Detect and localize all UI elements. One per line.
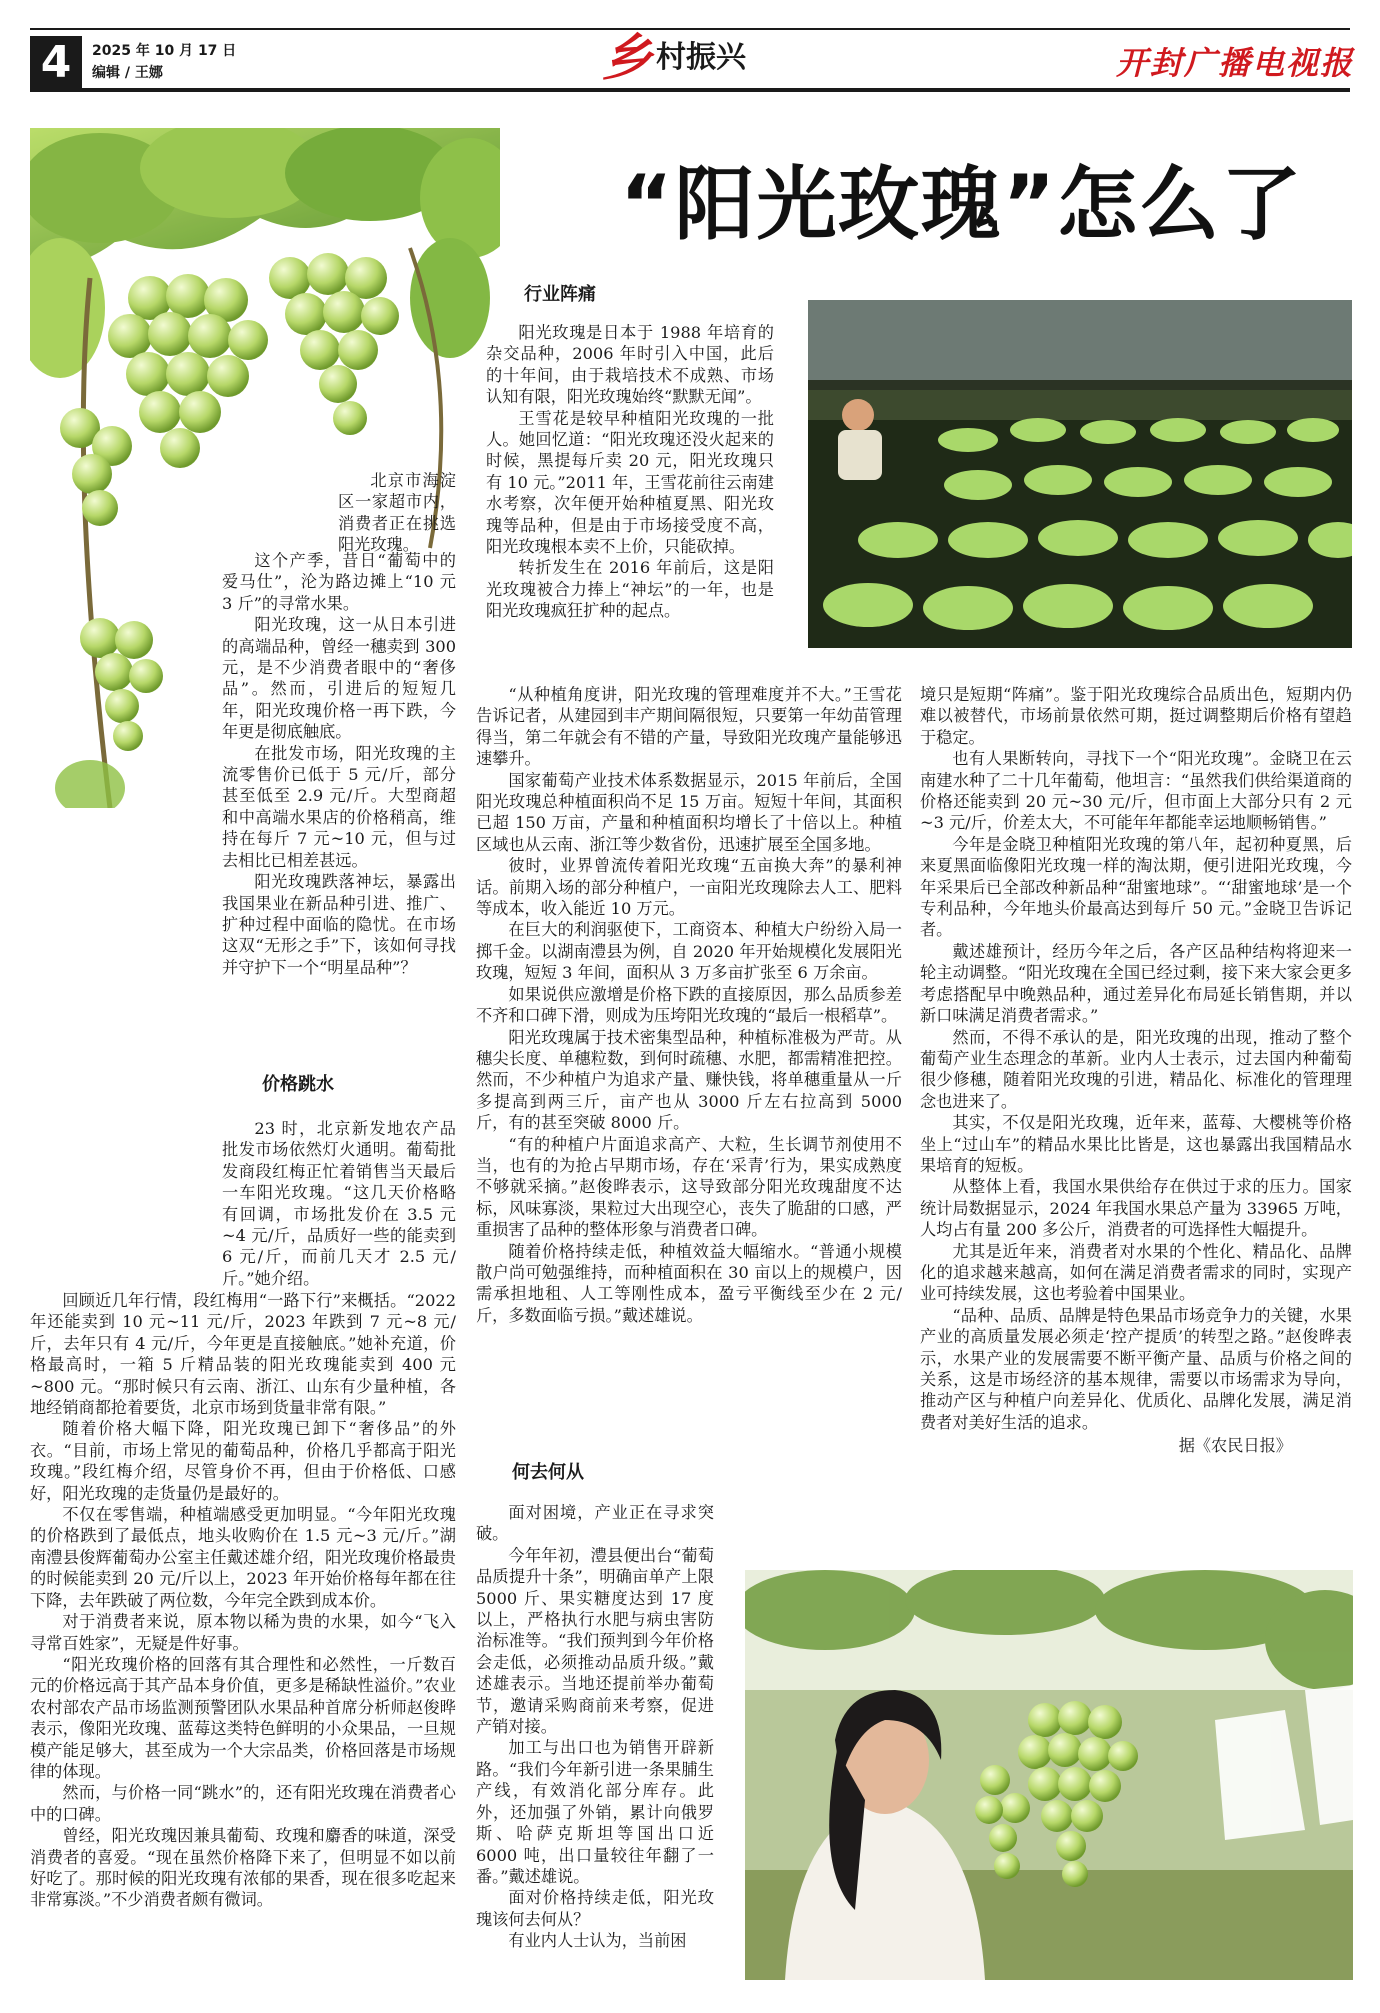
section3-continued-text xyxy=(920,684,1352,1457)
section1-paragraph: 曾经，阳光玫瑰因兼具葡萄、玫瑰和麝香的味道，深受消费者的喜爱。“现在虽然价格降下来了，但明显不如以前好吃了。那时候的阳光玫瑰有浓郁的果香，现在很多吃起来非常寡淡。”不少消费者颇有微词。 xyxy=(30,1826,456,1910)
section3-paragraph: 今年年初，澧县便出台“葡萄品质提升十条”，明确亩单产上限 5000 斤、果实糖度达到 17 度以上，严格执行水肥与病虫害防治标准等。“我们预判到今年价格会走低，必须推动品质升级。”戴述雄表示。当地还提前举办葡萄节，邀请采购商前来考察，促进产销对接。 xyxy=(476,1545,714,1737)
section2-paragraph: 阳光玫瑰是日本于 1988 年培育的杂交品种，2006 年时引入中国，此后的十年间，由于栽培技术不成熟、市场认知有限，阳光玫瑰始终“默默无闻”。 xyxy=(486,323,774,407)
intro-paragraph: 在批发市场，阳光玫瑰的主流零售价已低于 5 元/斤，部分甚至低至 2.9 元/斤。大型商超和中高端水果店的价格稍高，维持在每斤 7 元~10 元，但与过去相比已相差甚远。 xyxy=(222,743,456,870)
intro-text-2 xyxy=(222,550,456,978)
section1-text xyxy=(30,1290,456,1911)
section2-paragraph: 阳光玫瑰属于技术密集型品种，种植标准极为严苛。从穗尖长度、单穗粒数，到何时疏穗、水肥，都需精准把控。然而，不少种植户为追求产量、赚快钱，将单穗重量从一斤多提高到两三斤，亩产也从 3000 斤左右拉高到 5000 斤，有的甚至突破 8000 斤。 xyxy=(476,1027,902,1133)
section3-paragraph: 面对困境，产业正在寻求突破。 xyxy=(476,1503,714,1544)
section2-paragraph: 彼时，业界曾流传着阳光玫瑰“五亩换大奔”的暴利神话。前期入场的部分种植户，一亩阳光玫瑰除去人工、肥料等成本，收入能近 10 万元。 xyxy=(476,856,902,919)
article-title: “阳光玫瑰”怎么了 xyxy=(620,158,1304,251)
grape-bunch-right xyxy=(269,253,399,435)
section3-paragraph: 面对价格持续走低，阳光玫瑰该何去何从？ xyxy=(476,1888,714,1929)
section2-paragraph: “从种植角度讲，阳光玫瑰的管理难度并不大。”王雪花告诉记者，从建园到丰产期间隔很短，只要第一年幼苗管理得当，第二年就会有不错的产量，导致阳光玫瑰产量能够迅速攀升。 xyxy=(476,685,902,769)
section3-paragraph: 加工与出口也为销售开辟新路。“我们今年新引进一条果脯生产线，有效消化部分库存。此外，还加强了外销，累计向俄罗斯、哈萨克斯坦等国出口近 6000 吨，出口量较往年翻了一番。”戴述雄说。 xyxy=(476,1738,714,1886)
section2-paragraph: 转折发生在 2016 年前后，这是阳光玫瑰被合力捧上“神坛”的一年，也是阳光玫瑰疯狂扩种的起点。 xyxy=(486,558,774,621)
issue-date: 2025 年 10 月 17 日 xyxy=(92,43,237,59)
section1-paragraph: “阳光玫瑰价格的回落有其合理性和必然性，一斤数百元的价格远高于其产品本身价值，更多是稀缺性溢价。”农业农村部农产品市场监测预警团队水果品种首席分析师赵俊晔表示，像阳光玫瑰、蓝莓这类特色鲜明的小众果品，一旦规模产能足够大，甚至成为一个大宗品类，价格回落是市场规律的体现。 xyxy=(30,1654,456,1781)
section3-paragraph: 戴述雄预计，经历今年之后，各产区品种结构将迎来一轮主动调整。“阳光玫瑰在全国已经过剩，接下来大家会更多考虑搭配早中晚熟品种，通过差异化布局延长销售期，并以新口味满足消费者需求。” xyxy=(920,941,1352,1026)
section3-text xyxy=(476,1502,714,1952)
section1-paragraph: 回顾近几年行情，段红梅用“一路下行”来概括。“2022 年还能卖到 10 元~11 元/斤，2023 年跌到 7 元~8 元/斤，去年只有 4 元/斤，今年更是直接触底。”她补充道，价格最高时，一箱 5 斤精品装的阳光玫瑰能卖到 400 元~800 元。“那时候只有云南、浙江、山东有少量种植，各地经销商都抢着要货，北京市场到货量非常有限。” xyxy=(30,1291,456,1418)
intro-paragraph: 北京市海淀区一家超市内，消费者正在挑选阳光玫瑰。 xyxy=(338,471,456,555)
section-title-rest: 村振兴 xyxy=(656,40,746,75)
subheading-price-drop: 价格跳水 xyxy=(262,1074,334,1095)
section1-paragraph: 23 时，北京新发地农产品批发市场依然灯火通明。葡萄批发商段红梅正忙着销售当天最后一车阳光玫瑰。“这几天价格略有回调，市场批发价在 3.5 元~4 元/斤，品质好一些的能卖到 6 元/斤，而前几天才 2.5 元/斤。”她介绍。 xyxy=(222,1119,456,1288)
section1-paragraph: 然而，与价格一同“跳水”的，还有阳光玫瑰在消费者心中的口碑。 xyxy=(30,1783,456,1824)
section3-paragraph: 尤其是近年来，消费者对水果的个性化、精品化、品牌化的追求越来越高，如何在满足消费者需求的同时，实现产业可持续发展，这也考验着中国果业。 xyxy=(920,1241,1352,1304)
section3-paragraph: 有业内人士认为，当前困 xyxy=(508,1931,687,1951)
section-title-char: 乡 xyxy=(602,28,652,87)
section1-paragraph: 对于消费者来说，原本物以稀为贵的水果，如今“飞入寻常百姓家”，无疑是件好事。 xyxy=(30,1612,456,1653)
section1-text-top xyxy=(222,1118,456,1289)
section2-text-top xyxy=(486,322,774,622)
header-rule xyxy=(30,88,1350,92)
section2-paragraph: 如果说供应激增是价格下跌的直接原因，那么品质参差不齐和口碑下滑，则成为压垮阳光玫瑰的“最后一根稻草”。 xyxy=(476,984,902,1026)
section2-text xyxy=(476,684,902,1326)
intro-paragraph: 这个产季，昔日“葡萄中的爱马仕”，沦为路边摊上“10 元 3 斤”的寻常水果。 xyxy=(222,551,456,613)
section3-paragraph: 从整体上看，我国水果供给存在供过于求的压力。国家统计局数据显示，2024 年我国水果总产量为 33965 万吨，人均占有量 200 多公斤，消费者的可选择性大幅提升。 xyxy=(920,1177,1352,1240)
section1-paragraph: 随着价格大幅下降，阳光玫瑰已卸下“奢侈品”的外衣。“目前，市场上常见的葡萄品种，价格几乎都高于阳光玫瑰。”段红梅介绍，尽管身价不再，但由于价格低、口感好，阳光玫瑰的走货量仍是最好的。 xyxy=(30,1419,456,1503)
section2-paragraph: 在巨大的利润驱使下，工商资本、种植大户纷纷入局一掷千金。以湖南澧县为例，自 2020 年开始规模化发展阳光玫瑰，短短 3 年间，面积从 3 万多亩扩张至 6 万余亩。 xyxy=(476,920,902,983)
grape-bunch-lower xyxy=(80,618,163,751)
editor-credit: 编辑 / 王娜 xyxy=(92,65,163,81)
masthead-logo: 开封广播电视报 xyxy=(1116,44,1355,82)
section2-paragraph: 王雪花是较早种植阳光玫瑰的一批人。她回忆道：“阳光玫瑰还没火起来的时候，黑提每斤卖 20 元，阳光玫瑰只有 10 元。”2011 年，王雪花前往云南建水考察，次年便开始种植夏黑、阳光玫瑰等品种，但是由于市场接受度不高，阳光玫瑰根本卖不上价，只能砍掉。 xyxy=(486,408,774,557)
subheading-industry-pain: 行业阵痛 xyxy=(524,284,596,305)
intro-paragraph: 阳光玫瑰跌落神坛，暴露出我国果业在新品种引进、推广、扩种过程中面临的隐忧。在市场这双“无形之手”下，该如何寻找并守护下一个“明星品种”？ xyxy=(222,872,456,977)
section3-paragraph: 今年是金晓卫种植阳光玫瑰的第八年，起初种夏黑，后来夏黑面临像阳光玫瑰一样的淘汰期，便引进阳光玫瑰，今年采果后已全部改种新品种“甜蜜地球”。“‘甜蜜地球’是一个专利品种，今年地头价最高达到每斤 50 元。”金晓卫告诉记者。 xyxy=(920,834,1352,940)
section2-paragraph: “有的种植户片面追求高产、大粒，生长调节剂使用不当，也有的为抢占早期市场，存在‘采青’行为，果实成熟度不够就采摘。”赵俊晔表示，这导致部分阳光玫瑰甜度不达标，风味寡淡，果粒过大出现空心，丧失了脆甜的口感，严重损害了品种的整体形象与消费者口碑。 xyxy=(476,1134,902,1240)
section2-paragraph: 随着价格持续走低，种植效益大幅缩水。“普通小规模散户尚可勉强维持，而种植面积在 30 亩以上的规模户，因需承担地租、人工等刚性成本，盈亏平衡线至少在 2 元/斤，多数面临亏损。”戴述雄说。 xyxy=(476,1241,902,1325)
section2-paragraph: 国家葡萄产业技术体系数据显示，2015 年前后，全国阳光玫瑰总种植面积尚不足 15 万亩。短短十年间，其面积已超 150 万亩，产量和种植面积均增长了十倍以上。种植区域也从云南、浙江等少数省份，迅速扩展至全国多地。 xyxy=(476,770,902,854)
section3-paragraph: 其实，不仅是阳光玫瑰，近年来，蓝莓、大樱桃等价格坐上“过山车”的精品水果比比皆是，这也暴露出我国精品水果培育的短板。 xyxy=(920,1113,1352,1175)
photo-grape-sorting xyxy=(808,300,1352,648)
intro-paragraph: 阳光玫瑰，这一从日本引进的高端品种，曾经一穗卖到 300 元，是不少消费者眼中的“奢侈品”。然而，引进后的短短几年，阳光玫瑰价格一再下跌，今年更是彻底触底。 xyxy=(222,615,456,742)
photo-woman-picking-grapes xyxy=(745,1570,1353,1980)
section-title xyxy=(602,24,746,87)
section3-paragraph: “品种、品质、品牌是特色果品市场竞争力的关键，水果产业的高质量发展必须走‘控产提质’的转型之路。”赵俊晔表示，水果产业的发展需要不断平衡产量、品质与价格之间的关系，这是市场经济的基本规律，需要以市场需求为导向，推动产区与种植户向差异化、优质化、品牌化发展，满足消费者对美好生活的追求。 xyxy=(920,1305,1352,1432)
subheading-way-forward: 何去何从 xyxy=(512,1462,584,1483)
section3-paragraph: 境只是短期“阵痛”。鉴于阳光玫瑰综合品质出色，短期内仍难以被替代，市场前景依然可期，挺过调整期后价格有望趋于稳定。 xyxy=(920,685,1352,747)
section1-paragraph: 不仅在零售端，种植端感受更加明显。“今年阳光玫瑰的价格跌到了最低点，地头收购价在 1.5 元~3 元/斤。”湖南澧县俊辉葡萄办公室主任戴述雄介绍，阳光玫瑰价格最贵的时候能卖到 20 元/斤以上，2023 年开始价格每年都在往下降，去年跌破了两位数，今年完全跌到成本价。 xyxy=(30,1505,456,1610)
intro-text-1 xyxy=(338,470,456,556)
source-credit: 据《农民日报》 xyxy=(1178,1436,1292,1456)
section3-paragraph: 然而，不得不承认的是，阳光玫瑰的出现，推动了整个葡萄产业生态理念的革新。业内人士表示，过去国内种葡萄很少修穗，随着阳光玫瑰的引进，精品化、标准化的管理理念也进来了。 xyxy=(920,1027,1352,1111)
section3-paragraph: 也有人果断转向，寻找下一个“阳光玫瑰”。金晓卫在云南建水种了二十几年葡萄，他坦言：“虽然我们供给渠道商的价格还能卖到 20 元~30 元/斤，但市面上大部分只有 2 元~3 元/斤，价差太大，不可能年年都能幸运地顺畅销售。” xyxy=(920,749,1352,833)
page-number: 4 xyxy=(30,36,82,90)
